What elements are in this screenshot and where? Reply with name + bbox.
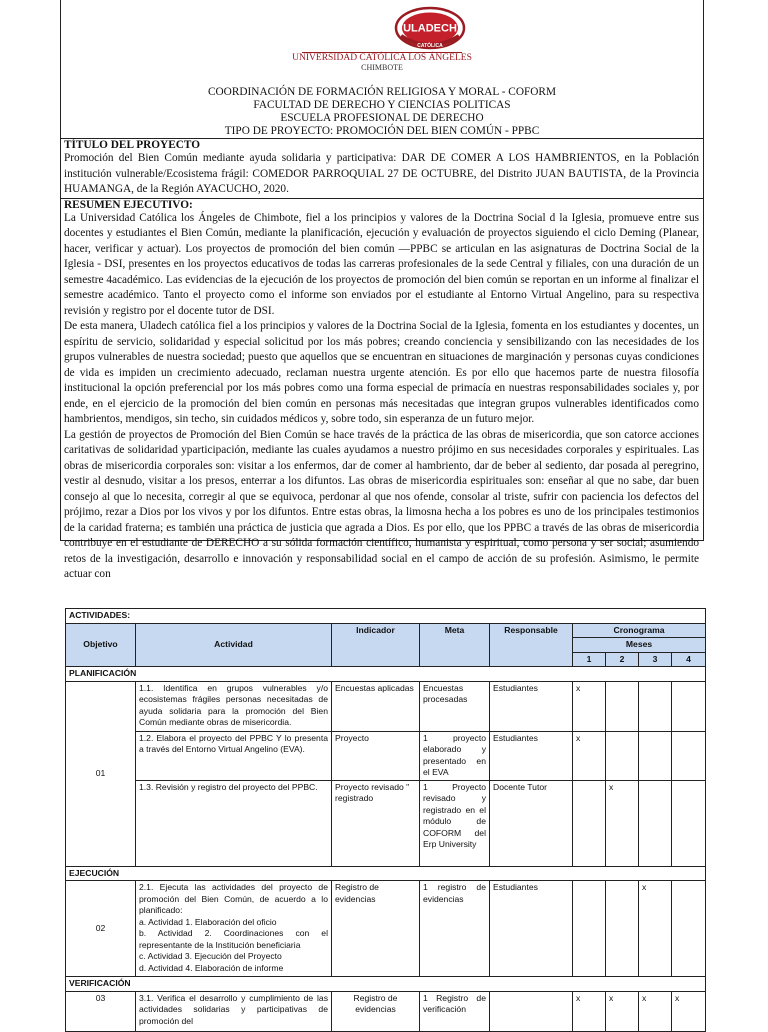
month-3-cell bbox=[639, 681, 672, 731]
header-logo-area bbox=[61, 0, 703, 86]
activity-cell: 1.1. Identifica en grupos vulnerables y/o ecosistemas frágiles personas necesitadas de ayuda solidaria para la promoción del Bien Común mediante obras de misericordia. bbox=[136, 681, 332, 731]
month-2-cell bbox=[606, 681, 639, 731]
objective-cell: 02 bbox=[66, 881, 136, 977]
month-2-cell bbox=[606, 731, 639, 780]
objective-cell: 01 bbox=[66, 681, 136, 866]
faculty-title: FACULTAD DE DERECHO Y CIENCIAS POLITICAS bbox=[253, 99, 511, 111]
phase-execution: EJECUCIÓN bbox=[66, 866, 706, 881]
activities-table bbox=[65, 608, 706, 1032]
indicator-cell: Registro de evidencias bbox=[332, 881, 420, 977]
goal-cell: Encuestas procesadas bbox=[420, 681, 490, 731]
responsible-cell: Estudiantes bbox=[490, 681, 573, 731]
month-4-cell: x bbox=[672, 991, 706, 1031]
school-title: ESCUELA PROFESIONAL DE DERECHO bbox=[280, 112, 484, 124]
university-name: UNIVERSIDAD CATÓLICA LOS ÁNGELES bbox=[292, 53, 472, 63]
activities-title: ACTIVIDADES: bbox=[66, 609, 706, 624]
university-city: CHIMBOTE bbox=[361, 63, 403, 72]
indicator-cell: Encuestas aplicadas bbox=[332, 681, 420, 731]
logo-subtext: CATÓLICA bbox=[417, 43, 443, 49]
summary-paragraph-2: De esta manera, Uladech católica fiel a los principios y valores de la Doctrina Social de la Iglesia, fomenta en los estudiantes y docentes, un espíritu de servicio, solidaridad y especial solicitud por los más pobres; creando conciencia y sensibilizando con las necesidades de los grupos vulnerables de nuestra sociedad; puesto que aquellos que se encuentran en situaciones de marginación y personas cuyas condiciones de vida es impiden un crecimiento adecuado, reclaman nuestra urgente atención. Es por ello que hacemos parte de nuestra filosofía institucional la opción preferencial por los más pobres como una forma especial de primacía en nuestras responsabilidades sociales y, por ende, en el ejercicio de la promoción del bien común en personas más necesitadas que integran grupos vulnerables identificados como hambrientos, mendigos, sin techo, sin cuidados médicos y, sobre todo, sin esperanza de un futuro mejor. bbox=[64, 320, 699, 425]
month-2-cell bbox=[606, 881, 639, 977]
month-1-cell bbox=[573, 881, 606, 977]
month-1-cell: x bbox=[573, 731, 606, 780]
project-title-text: Promoción del Bien Común mediante ayuda solidaria y participativa: DAR DE COMER A LOS HAMBRIENTOS, en la Población institución vulnerable/Ecosistema frágil: COMEDOR PARROQUIAL 27 DE OCTUBRE, del Distrito JUAN BAUTISTA, de la Provincia HUAMANGA, de la Región AYACUCHO, 2020. bbox=[64, 152, 699, 195]
month-3-cell bbox=[639, 780, 672, 866]
university-logo bbox=[393, 6, 467, 52]
indicator-cell: Proyecto revisado " registrado bbox=[332, 780, 420, 866]
header-schedule: Cronograma bbox=[573, 623, 706, 638]
month-4-cell bbox=[672, 881, 706, 977]
month-1-cell: x bbox=[573, 681, 606, 731]
header-activity: Actividad bbox=[136, 623, 332, 667]
month-4-cell bbox=[672, 681, 706, 731]
table-row bbox=[66, 731, 706, 780]
month-3-cell bbox=[639, 731, 672, 780]
activity-line: d. Actividad 4. Elaboración de informe bbox=[139, 962, 284, 973]
goal-cell: 1 Registro de verificación bbox=[420, 991, 490, 1031]
phase-verification: VERIFICACIÓN bbox=[66, 977, 706, 992]
project-type-title: TIPO DE PROYECTO: PROMOCIÓN DEL BIEN COMÚN - PPBC bbox=[224, 125, 540, 137]
activity-line: c. Actividad 3. Ejecución del Proyecto bbox=[139, 951, 282, 961]
responsible-cell: Estudiantes bbox=[490, 731, 573, 780]
table-row bbox=[66, 681, 706, 731]
activity-cell bbox=[136, 881, 332, 977]
logo-text: ULADECH bbox=[403, 22, 457, 35]
header-objective: Objetivo bbox=[66, 623, 136, 667]
summary-label: RESUMEN EJECUTIVO: bbox=[61, 198, 703, 211]
header-month-4: 4 bbox=[672, 652, 706, 667]
table-row bbox=[66, 991, 706, 1031]
header-month-3: 3 bbox=[639, 652, 672, 667]
document-heading bbox=[61, 86, 703, 138]
objective-cell: 03 bbox=[66, 991, 136, 1031]
goal-cell: 1 Proyecto revisado y registrado en el módulo de COFORM del Erp University bbox=[420, 780, 490, 866]
month-1-cell bbox=[573, 780, 606, 866]
header-month-2: 2 bbox=[606, 652, 639, 667]
indicator-cell: Proyecto bbox=[332, 731, 420, 780]
header-months: Meses bbox=[573, 638, 706, 653]
header-responsible: Responsable bbox=[490, 623, 573, 667]
header-goal: Meta bbox=[420, 623, 490, 667]
header-month-1: 1 bbox=[573, 652, 606, 667]
month-1-cell: x bbox=[573, 991, 606, 1031]
month-2-cell: x bbox=[606, 991, 639, 1031]
activity-cell: 3.1. Verifica el desarrollo y cumplimiento de las actividades solidarias y participativas de promoción del bbox=[136, 991, 332, 1031]
month-4-cell bbox=[672, 731, 706, 780]
project-title-label: TÍTULO DEL PROYECTO bbox=[61, 138, 703, 151]
month-4-cell bbox=[672, 780, 706, 866]
responsible-cell bbox=[490, 991, 573, 1031]
responsible-cell: Estudiantes bbox=[490, 881, 573, 977]
month-2-cell: x bbox=[606, 780, 639, 866]
responsible-cell: Docente Tutor bbox=[490, 780, 573, 866]
header-indicator: Indicador bbox=[332, 623, 420, 667]
month-3-cell: x bbox=[639, 881, 672, 977]
goal-cell: 1 registro de evidencias bbox=[420, 881, 490, 977]
coordination-title: COORDINACIÓN DE FORMACIÓN RELIGIOSA Y MORAL - COFORM bbox=[207, 86, 557, 98]
indicator-cell: Registro de evidencias bbox=[332, 991, 420, 1031]
summary-paragraph-3: La gestión de proyectos de Promoción del Bien Común se hace través de la práctica de las obras de misericordia, que son catorce acciones caritativas de solidaridad yparticipación, mediante las cuales ayudamos a nuestro prójimo en sus necesidades corporales y espirituales. Las obras de misericordia corporales son: visitar a los enfermos, dar de comer al hambriento, dar de beber al sediento, dar posada al peregrino, vestir al desnudo, visitar a los presos, enterrar a los difuntos. Las obras de misericordia espirituales son: enseñar al que no sabe, dar buen consejo al que lo necesita, corregir al que se equivoca, perdonar al que nos ofende, consolar al triste, sufrir con paciencia los defectos del prójimo, rezar a Dios por los vivos y por los difuntos. Entre estas obras, la limosna hecha a los pobres es uno de los principales testimonios de la caridad fraterna; es también una práctica de justicia que agrada a Dios. Es por ello, que los PPBC a través de las obras de misericordia contribuye en el estudiante de DERECHO a su sólida formación científico, humanista y espiritual, como persona y ser social; asumiendo retos de la investigación, desarrollo e innovación y responsabilidad social en el campo de acción de su profesión. Asimismo, le permite actuar con bbox=[64, 428, 699, 580]
goal-cell: 1 proyecto elaborado y presentado en el EVA bbox=[420, 731, 490, 780]
activity-line: b. Actividad 2. Coordinaciones con el representante de la Institución beneficiaria bbox=[139, 928, 328, 950]
table-row bbox=[66, 780, 706, 866]
activity-cell: 1.2. Elabora el proyecto del PPBC Y lo presenta a través del Entorno Virtual Angelino (EVA). bbox=[136, 731, 332, 780]
activity-line: 2.1. Ejecuta las actividades del proyecto de promoción del Bien Común, de acuerdo a lo planificado: bbox=[139, 882, 328, 915]
phase-planning: PLANIFICACIÓN bbox=[66, 667, 706, 682]
table-row bbox=[66, 881, 706, 977]
document-page bbox=[60, 0, 704, 580]
summary-paragraph-1: La Universidad Católica los Ángeles de Chimbote, fiel a los principios y valores de la Doctrina Social d la Iglesia, promueve entre sus docentes y estudiantes el Bien Común, mediante la planificación, ejecución y evaluación de proyectos siguiendo el ciclo Deming (Planear, hacer, verificar y actuar). Los proyectos de promoción del bien común —PPBC se articulan en las asignaturas de Doctrina Social de la Iglesia - DSI, presentes en los proyectos educativos de todas las carreras profesionales de la sede Central y filiales, con una duración de un semestre 4académico. Las evidencias de la ejecución de los proyectos de promoción del bien común se reportan en un informe al finalizar el semestre académico. Tanto el proyecto como el informe son enviados por el estudiante al Entorno Virtual Angelino, para su respectiva revisión y registro por el docente tutor de DSI. bbox=[64, 211, 699, 317]
university-caption bbox=[61, 52, 703, 72]
activity-line: a. Actividad 1. Elaboración del oficio bbox=[139, 916, 277, 927]
activity-cell: 1.3. Revisión y registro del proyecto del PPBC. bbox=[136, 780, 332, 866]
month-3-cell: x bbox=[639, 991, 672, 1031]
